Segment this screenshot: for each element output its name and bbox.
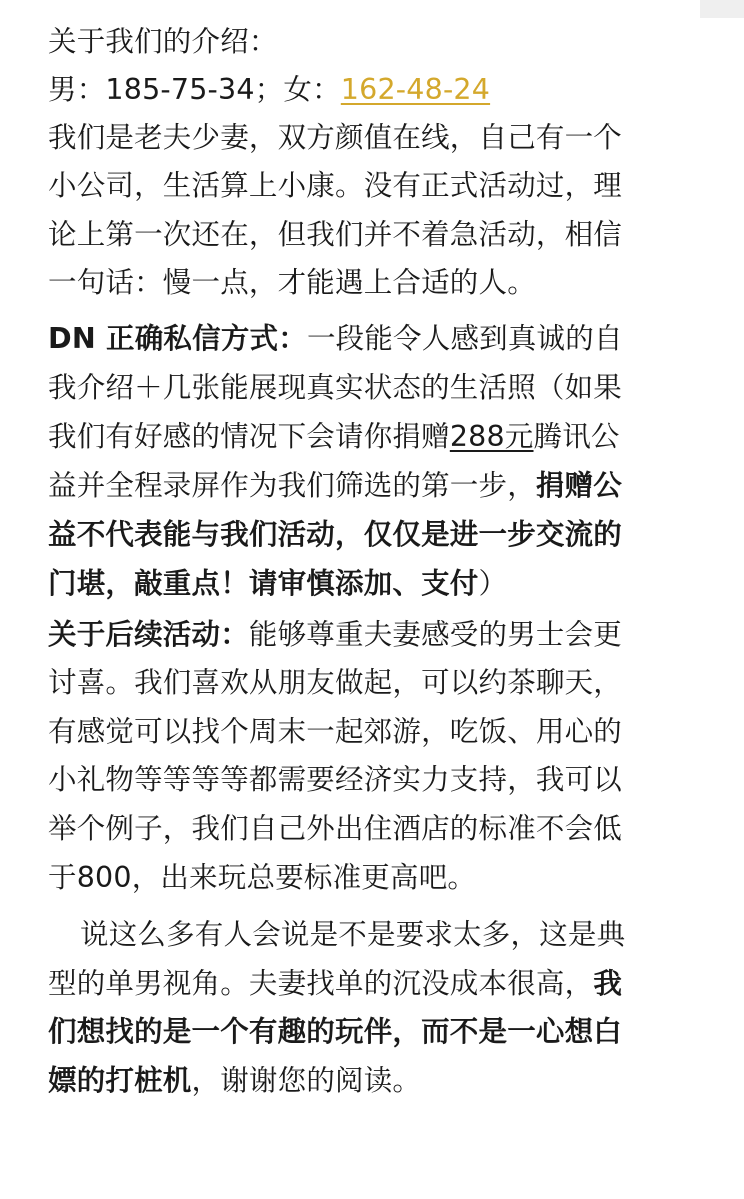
dm-text: 我介绍＋几张能展现真实状态的生活照（如果	[48, 371, 623, 404]
closing-line-4	[48, 1061, 421, 1101]
dm-text: 一段能令人感到真诚的自	[306, 322, 623, 355]
followup-line-5	[48, 809, 622, 849]
dm-emphasis: 门堪，敲重点！请审慎添加、支付	[48, 567, 479, 600]
followup-line-3	[48, 712, 622, 752]
stats-line	[48, 70, 490, 110]
dm-line-1	[48, 319, 623, 359]
followup-text: 小礼物等等等等都需要经济实力支持，我可以	[48, 763, 623, 796]
dm-emphasis: 捐赠公	[535, 469, 623, 502]
closing-line-3	[48, 1012, 622, 1052]
female-stats-link[interactable]: 162-48-24	[340, 73, 491, 106]
dm-text: 我们有好感的情况下会请你捐赠	[48, 420, 450, 453]
dm-label: DN 正确私信方式：	[48, 322, 307, 355]
closing-emphasis: 我	[593, 967, 623, 1000]
dm-line-5	[48, 515, 622, 555]
followup-label: 关于后续活动：	[48, 618, 249, 651]
closing-text: ，谢谢您的阅读。	[191, 1064, 422, 1097]
intro-heading	[48, 22, 278, 62]
intro-text: 一句话：慢一点，才能遇上合适的人。	[48, 266, 536, 299]
followup-text: 于800，出来玩总要标准更高吧。	[48, 861, 477, 894]
intro-line-1	[48, 118, 622, 158]
dm-text: 腾讯公	[533, 420, 620, 453]
intro-line-3	[48, 215, 622, 255]
dm-line-3	[48, 417, 620, 457]
dm-line-4	[48, 466, 622, 506]
donation-amount: 288元	[449, 420, 534, 453]
followup-line-1	[48, 615, 622, 655]
intro-line-4	[48, 263, 536, 303]
dm-text: ）	[478, 567, 508, 600]
closing-emphasis: 们想找的是一个有趣的玩伴，而不是一心想白	[48, 1015, 623, 1048]
intro-text: 论上第一次还在，但我们并不着急活动，相信	[48, 218, 623, 251]
dm-line-2	[48, 368, 622, 408]
followup-line-4	[48, 760, 622, 800]
followup-text: 举个例子，我们自己外出住酒店的标准不会低	[48, 812, 623, 845]
followup-line-6	[48, 858, 476, 898]
closing-line-1	[80, 915, 625, 955]
closing-text: 说这么多有人会说是不是要求太多，这是典	[80, 918, 626, 951]
dm-emphasis: 益不代表能与我们活动，仅仅是进一步交流的	[48, 518, 623, 551]
dm-line-6	[48, 564, 507, 604]
stats-text: 男：185-75-34；女：	[48, 73, 341, 106]
intro-text: 小公司，生活算上小康。没有正式活动过，理	[48, 169, 623, 202]
intro-text: 我们是老夫少妻，双方颜值在线，自己有一个	[48, 121, 623, 154]
followup-line-2	[48, 663, 622, 703]
closing-line-2	[48, 964, 622, 1004]
followup-text: 讨喜。我们喜欢从朋友做起，可以约茶聊天，	[48, 666, 623, 699]
closing-text: 型的单男视角。夫妻找单的沉没成本很高，	[48, 967, 594, 1000]
dm-text: 益并全程录屏作为我们筛选的第一步，	[48, 469, 536, 502]
closing-emphasis: 嫖的打桩机	[48, 1064, 192, 1097]
heading-text: 关于我们的介绍：	[48, 25, 278, 58]
followup-text: 能够尊重夫妻感受的男士会更	[248, 618, 623, 651]
followup-text: 有感觉可以找个周末一起郊游，吃饭、用心的	[48, 715, 623, 748]
intro-line-2	[48, 166, 622, 206]
